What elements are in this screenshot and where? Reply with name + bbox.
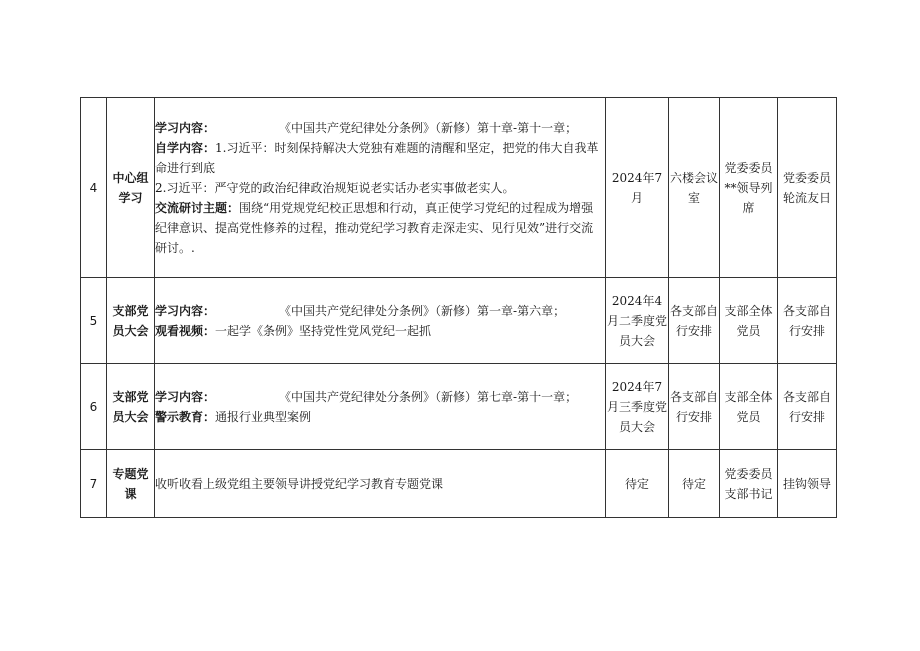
study-label: 学习内容： — [155, 389, 216, 404]
activity-type: 支部党员大会 — [107, 278, 155, 364]
activity-host: 挂钩领导 — [778, 450, 837, 518]
study-text: 《中国共产党纪律处分条例》（新修）第一章-第六章； — [285, 303, 566, 318]
video-label: 观看视频： — [155, 323, 216, 338]
study-text: 《中国共产党纪律处分条例》（新修）第七章-第十一章； — [285, 389, 578, 404]
activity-content — [155, 98, 606, 278]
activity-host: 党委委员轮流友日 — [778, 98, 837, 278]
study-plan-table — [80, 97, 837, 518]
study-label: 学习内容： — [155, 303, 216, 318]
self-study-text-2: 2.习近平：严守党的政治纪律政治规矩说老实话办老实事做老实人。 — [155, 180, 515, 195]
activity-type: 支部党员大会 — [107, 364, 155, 450]
activity-type: 中心组学习 — [107, 98, 155, 278]
activity-participants: 党委委员**领导列席 — [720, 98, 778, 278]
activity-host: 各支部自行安排 — [778, 278, 837, 364]
activity-place: 各支部自行安排 — [669, 364, 720, 450]
warning-text: 通报行业典型案例 — [215, 409, 312, 424]
row-number: 6 — [81, 364, 107, 450]
activity-content — [155, 450, 606, 518]
row-number: 4 — [81, 98, 107, 278]
study-label: 学习内容： — [155, 120, 216, 135]
activity-place: 各支部自行安排 — [669, 278, 720, 364]
discussion-text: 围绕“用党规党纪校正思想和行动，真正使学习党纪的过程成为增强纪律意识、提高党性修养的过程，推动党纪学习教育走深走实、见行见效”进行交流研讨。. — [155, 200, 594, 255]
self-study-label: 自学内容： — [155, 140, 216, 155]
row-number: 5 — [81, 278, 107, 364]
activity-time: 2024年4月二季度党员大会 — [606, 278, 669, 364]
activity-participants: 支部全体党员 — [720, 278, 778, 364]
table-row — [81, 364, 837, 450]
activity-content — [155, 364, 606, 450]
activity-place: 六楼会议室 — [669, 98, 720, 278]
lecture-text: 收听收看上级党组主要领导讲授党纪学习教育专题党课 — [155, 476, 444, 491]
warning-label: 警示教育： — [155, 409, 216, 424]
table-row — [81, 98, 837, 278]
activity-time: 2024年7月三季度党员大会 — [606, 364, 669, 450]
activity-time: 2024年7月 — [606, 98, 669, 278]
table-row — [81, 450, 837, 518]
activity-participants: 支部全体党员 — [720, 364, 778, 450]
self-study-text-1: 1.习近平：时刻保持解决大党独有难题的清醒和坚定，把党的伟大自我革命进行到底 — [155, 140, 599, 175]
activity-time: 待定 — [606, 450, 669, 518]
activity-place: 待定 — [669, 450, 720, 518]
activity-participants: 党委委员支部书记 — [720, 450, 778, 518]
activity-host: 各支部自行安排 — [778, 364, 837, 450]
table-row — [81, 278, 837, 364]
activity-content — [155, 278, 606, 364]
video-text: 一起学《条例》坚持党性党风党纪一起抓 — [215, 323, 432, 338]
study-text: 《中国共产党纪律处分条例》（新修）第十章-第十一章； — [285, 120, 578, 135]
discussion-label: 交流研讨主题： — [155, 200, 240, 215]
row-number: 7 — [81, 450, 107, 518]
activity-type: 专题党课 — [107, 450, 155, 518]
